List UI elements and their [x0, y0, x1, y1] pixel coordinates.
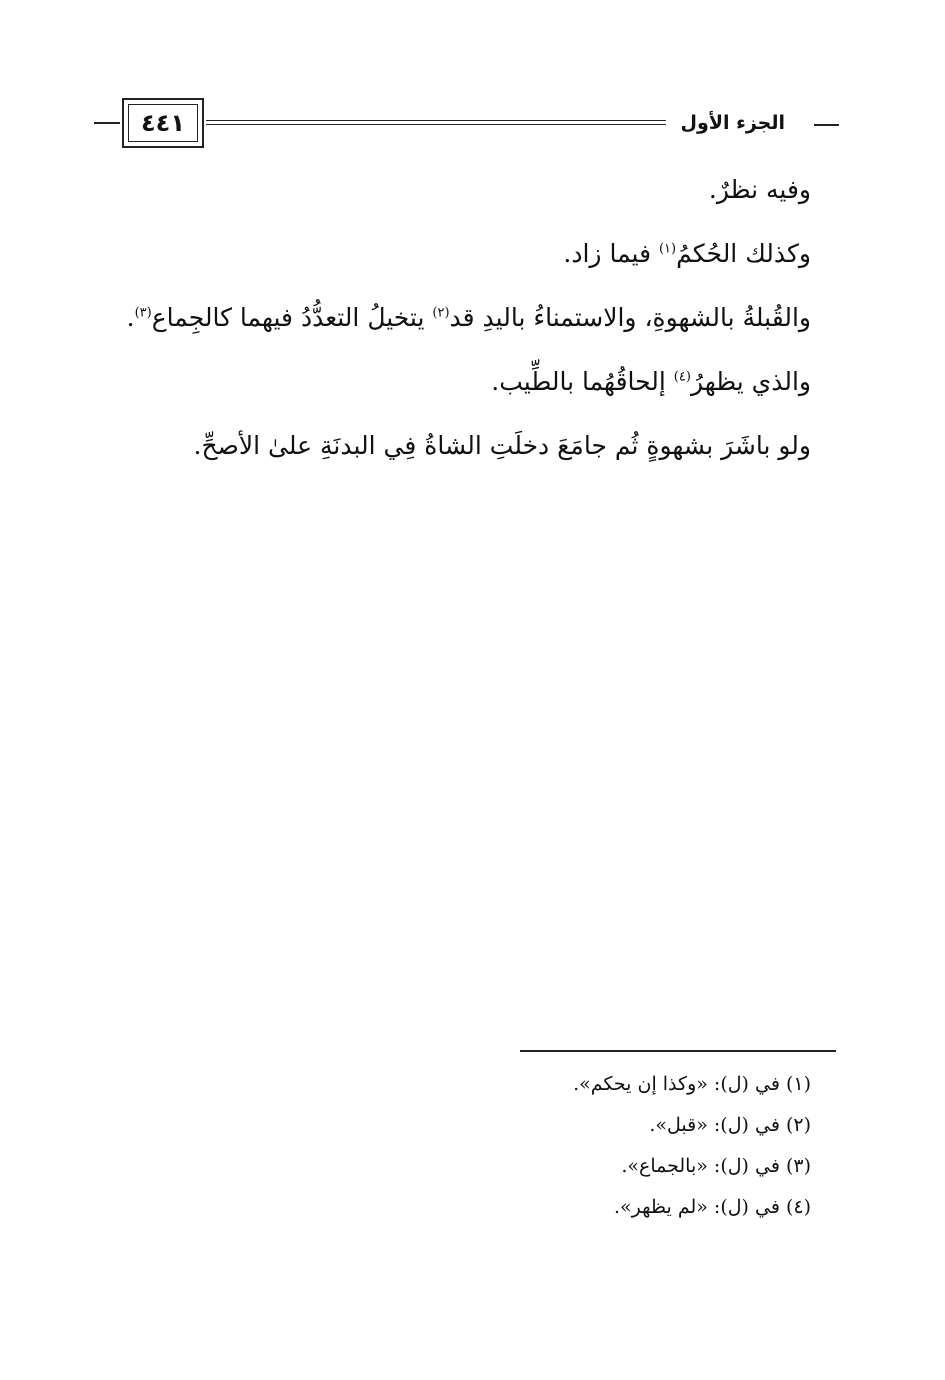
footnotes — [391, 1068, 811, 1232]
page-number: ٤٤١ — [128, 104, 198, 142]
footnote: (٢) في (ل): «قبل». — [649, 1114, 811, 1136]
page-header — [94, 98, 839, 152]
running-header-title: الجزء الأول — [680, 112, 785, 134]
footnote: (٣) في (ل): «بالجماع». — [621, 1155, 811, 1177]
footnote-ref[interactable]: (٢) — [432, 305, 450, 321]
footnote-ref[interactable]: (١) — [658, 241, 677, 257]
footnote-separator — [520, 1050, 836, 1052]
paragraph: والذي يظهرُ$^{(٤)}$ إلحاقُهُما بالطِّيب. — [491, 367, 811, 396]
footnote-ref[interactable]: (٤) — [673, 369, 691, 385]
header-rule-left — [94, 122, 120, 124]
paragraph: والقُبلةُ بالشهوةِ، والاستمناءُ باليدِ قد$^{(٢)}$ يتخيلُ التعدُّدُ فيهما كالجِماع$^{(٣)}$. — [126, 303, 811, 332]
footnote: (١) في (ل): «وكذا إن يحكم». — [573, 1073, 811, 1095]
paragraph: وفيه نظرٌ. — [708, 175, 811, 204]
footnote: (٤) في (ل): «لم يظهر». — [614, 1196, 811, 1218]
main-text — [111, 168, 811, 488]
header-rule-middle — [206, 120, 666, 125]
paragraph: ولو باشَرَ بشهوةٍ ثُم جامَعَ دخلَتِ الشاةُ فِي البدنَةِ علىٰ الأصحِّ. — [193, 431, 811, 460]
page-number-box — [122, 98, 204, 148]
footnote-ref[interactable]: (٣) — [134, 305, 152, 321]
paragraph: وكذلك الحُكمُ$^{(١)}$ فيما زاد. — [563, 239, 811, 268]
header-rule-right — [814, 124, 839, 126]
